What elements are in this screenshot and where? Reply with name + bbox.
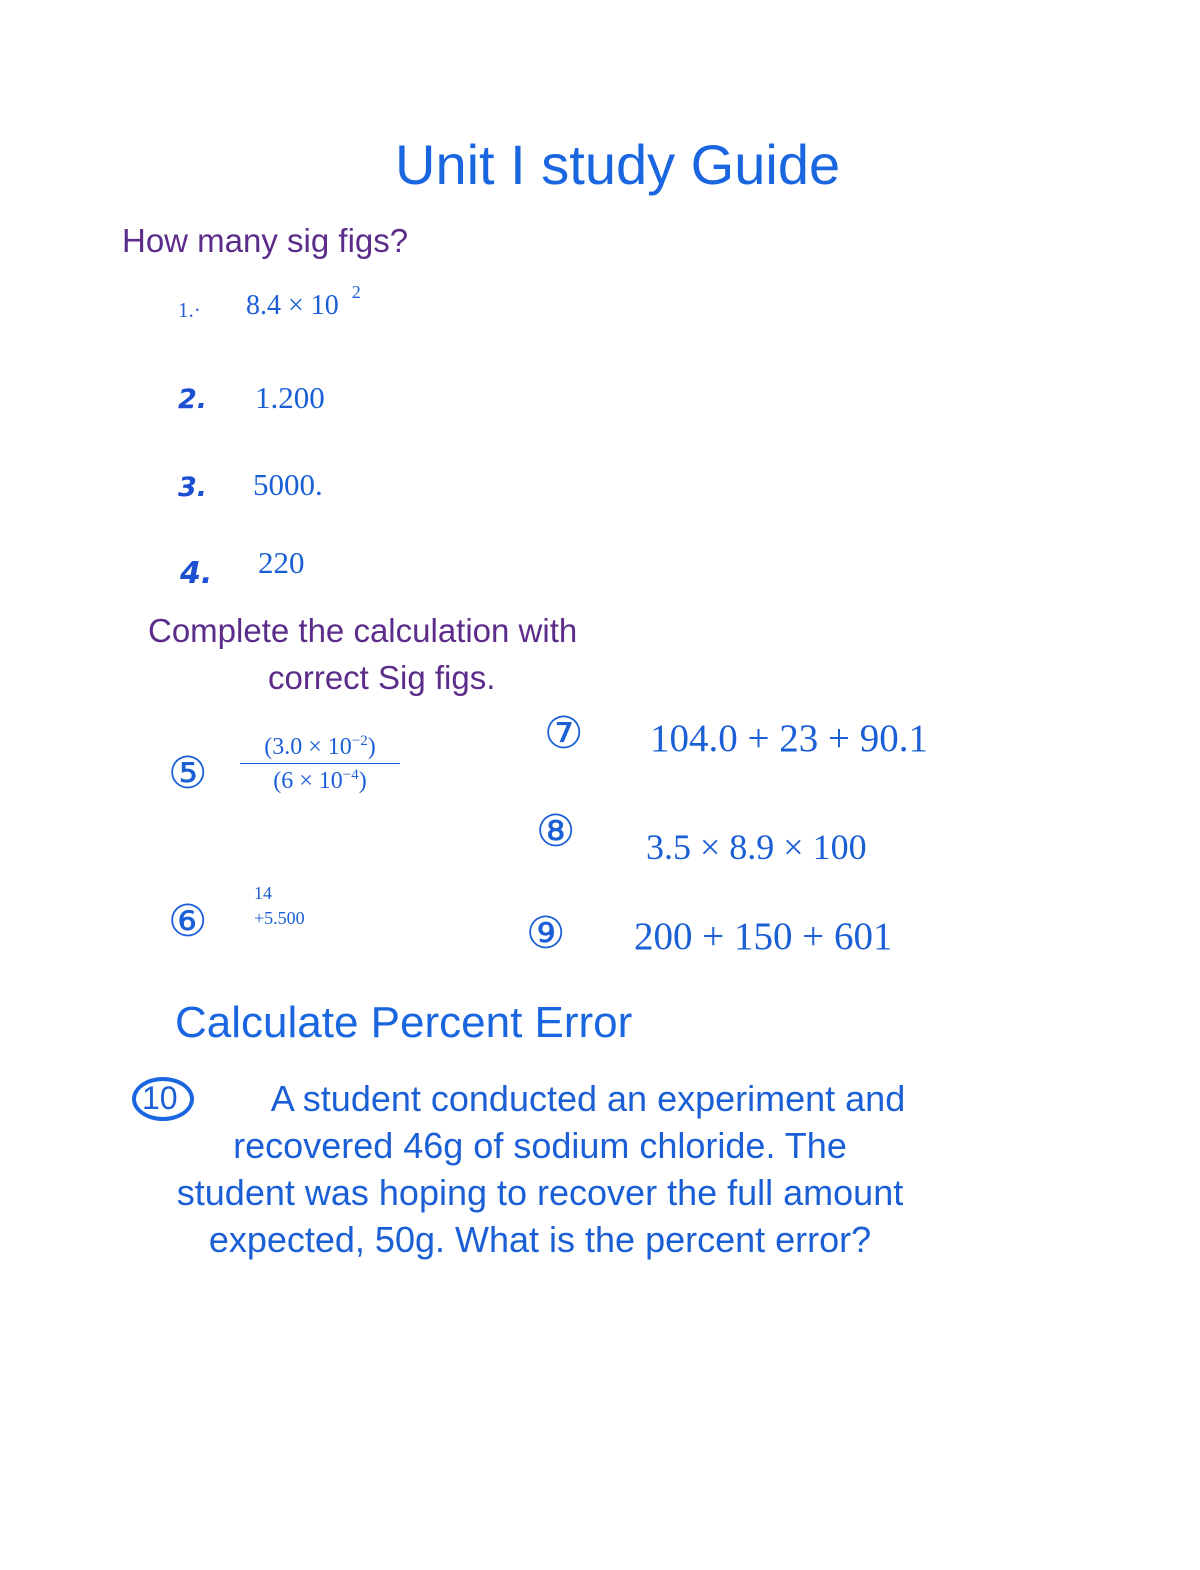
q1-number: 1.· bbox=[178, 298, 201, 322]
q3-value: 5000. bbox=[253, 467, 323, 502]
q10-line4: expected, 50g. What is the percent error? bbox=[208, 1219, 872, 1260]
q1-value-exponent: 2 bbox=[351, 282, 361, 302]
q3-number: 3. bbox=[178, 472, 208, 503]
q4-value: 220 bbox=[258, 545, 305, 580]
q1-value bbox=[246, 282, 361, 322]
q9-marker: ⑨ bbox=[526, 908, 566, 959]
q5-fraction-bar bbox=[240, 763, 400, 764]
q5-marker: ⑤ bbox=[168, 748, 208, 799]
q10-line3: student was hoping to recover the full amount bbox=[176, 1172, 904, 1213]
q5-numerator-base: (3.0 × 10 bbox=[264, 734, 352, 760]
q10-question bbox=[120, 1075, 960, 1263]
q1-value-base: 8.4 × 10 bbox=[246, 290, 339, 321]
q6-bottom-value: +5.500 bbox=[254, 908, 305, 928]
q5-fraction bbox=[240, 733, 400, 795]
calculation-heading-line2: correct Sig figs. bbox=[268, 659, 496, 696]
q6-top-value: 14 bbox=[254, 883, 272, 903]
q7-marker: ⑦ bbox=[544, 708, 584, 759]
q5-denominator bbox=[240, 767, 400, 795]
q2-value: 1.200 bbox=[255, 380, 325, 415]
q9-expression: 200 + 150 + 601 bbox=[634, 915, 893, 958]
q6-marker: ⑥ bbox=[168, 896, 208, 947]
q5-denominator-base: (6 × 10 bbox=[273, 768, 343, 794]
q5-denominator-exponent: −4 bbox=[342, 767, 359, 783]
calculation-heading-line1: Complete the calculation with bbox=[148, 612, 578, 649]
q5-denominator-close: ) bbox=[358, 768, 367, 794]
q2-number: 2. bbox=[178, 384, 208, 415]
q10-number: 10 bbox=[142, 1080, 178, 1116]
q5-numerator-exponent: −2 bbox=[351, 733, 368, 749]
q4-number: 4. bbox=[180, 556, 213, 591]
q8-marker: ⑧ bbox=[536, 806, 576, 857]
q5-numerator bbox=[240, 733, 400, 761]
q7-expression: 104.0 + 23 + 90.1 bbox=[650, 717, 928, 760]
percent-error-heading: Calculate Percent Error bbox=[175, 998, 633, 1047]
q5-numerator-close: ) bbox=[367, 734, 376, 760]
page-title: Unit I study Guide bbox=[395, 133, 841, 196]
q10-line1: A student conducted an experiment and bbox=[270, 1078, 906, 1119]
sig-figs-heading: How many sig figs? bbox=[122, 222, 409, 259]
q8-expression: 3.5 × 8.9 × 100 bbox=[646, 827, 867, 867]
q10-line2: recovered 46g of sodium chloride. The bbox=[233, 1125, 847, 1166]
